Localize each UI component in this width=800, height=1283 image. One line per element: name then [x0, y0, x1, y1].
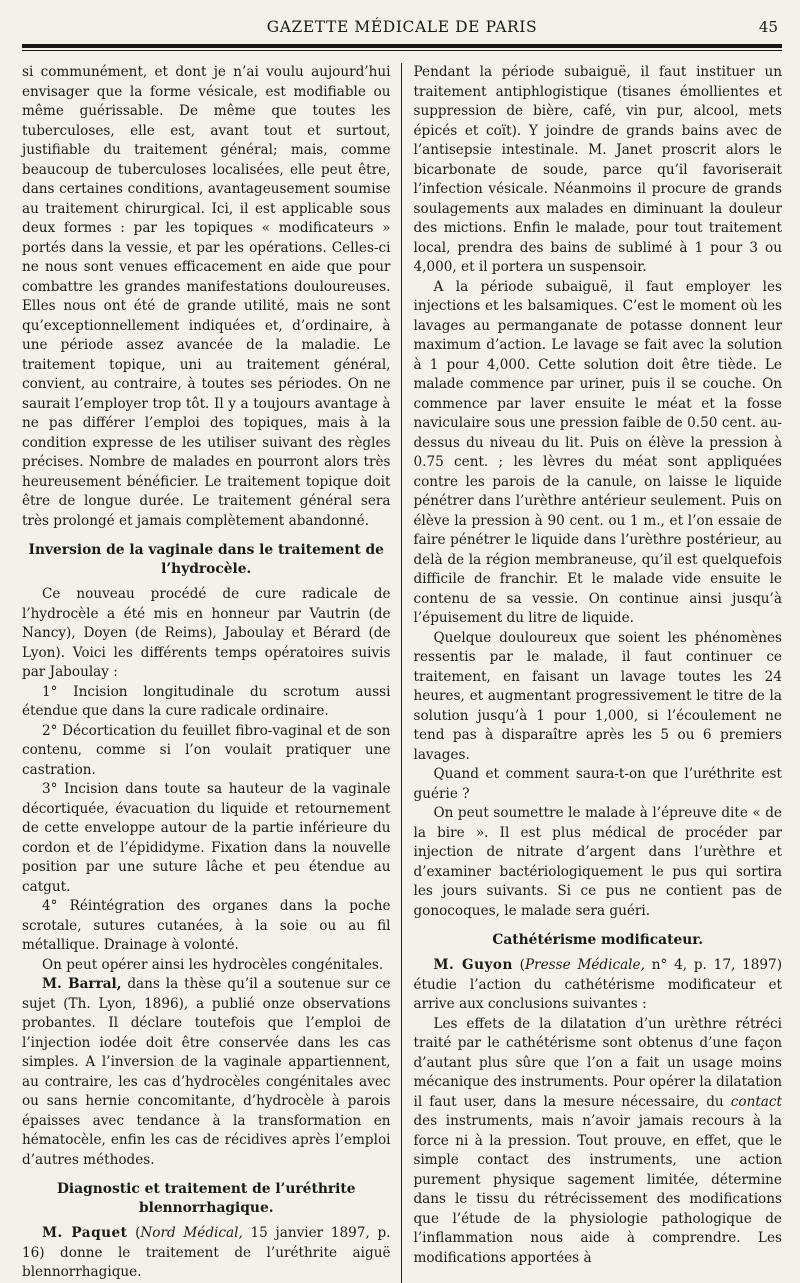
column-divider [401, 63, 402, 1283]
journal-reference: Presse Médicale, [524, 957, 645, 973]
paragraph: M. Barral, dans la thèse qu’il a soutenue sur ce sujet (Th. Lyon, 1896), a publié onze observations probantes. Il déclare toutefois que l’emploi de l’injection iodée doit être conservée dans les cas simples. A l’inversion de la vaginale appartiennent, au contraire, les cas d’hydrocèles congénitales avec ou sans hernie concomitante, d’hydrocèle à parois épaisses avec tendance à la transformation en hématocèle, enfin les cas de récidives après l’emploi d’autres méthodes. [22, 976, 391, 1168]
text-columns [22, 63, 782, 1283]
section-heading-catheterisme: Cathétérisme modificateur. [492, 932, 704, 948]
paragraph: M. Paquet (Nord Médical, 15 janvier 1897, p. 16) donne le traitement de l’uréthrite aiguë blennorrhagique. [22, 1225, 391, 1280]
author-name: M. Paquet [42, 1225, 128, 1241]
page-header [22, 14, 782, 42]
paragraph: M. Guyon (Presse Médicale, n° 4, p. 17, 1897) étudie l’action du cathétérisme modificateur et arrive aux conclusions suivantes : [413, 957, 783, 1012]
header-rule-thin [22, 50, 782, 51]
author-name: M. Guyon [433, 957, 513, 973]
left-column [22, 63, 391, 1283]
paragraph: 2° Décortication du feuillet fibro-vaginal et de son contenu, comme si l’on voulait pratiquer une castration. [22, 722, 391, 778]
paragraph: si communément, et dont je n’ai voulu aujourd’hui envisager que la forme vésicale, est modifiable ou même guérissable. De même que toutes les tuberculoses, elle est, avant tout et surtout, justifiable du traitement général; mais, comme beaucoup de tuberculoses localisées, elle peut être, dans certaines conditions, avantageusement soumise au traitement chirurgical. Ici, il est applicable sous deux formes : par les topiques « modificateurs » portés dans la vessie, et par les opérations. Celles-ci ne nous sont venues efficacement en aide que pour combattre les grandes manifestations douloureuses. Elles nous ont été de grande utilité, mais ne sont qu’exceptionnellement indiquées et, d’ordinaire, à une période assez avancée de la maladie. Le traitement topique, uni au traitement général, convient, au contraire, à toutes ses périodes. On ne saurait l’employer trop tôt. Il y a toujours avantage à ne pas différer l’emploi des topiques, mais à la condition expresse de les utiliser suivant des règles précises. Nombre de malades en pourront alors très heureusement bénéficier. Le traitement topique doit être de longue durée. Le traitement général sera très prolongé et jamais complètement abandonné. [22, 64, 391, 529]
paragraph: 4° Réintégration des organes dans la poche scrotale, sutures cutanées, à la soie ou au fil métallique. Drainage à volonté. [22, 898, 391, 953]
paragraph: Quelque douloureux que soient les phénomènes ressentis par le malade, il faut continuer ce traitement, en faisant un lavage toutes les 24 heures, et augmentant progressivement le titre de la solution jusqu’à 1 pour 1,000, si l’écoulement ne tend pas à disparaître après les 5 ou 6 premiers lavages. [413, 629, 782, 763]
paragraph: 3° Incision dans toute sa hauteur de la vaginale décortiquée, évacuation du liquide et retournement de cette enveloppe autour de la partie inférieure du cordon et de l’épididyme. Fixation dans la nouvelle position par une suture lâche et peu étendue au catgut. [22, 781, 391, 895]
author-name: M. Barral, [42, 976, 122, 992]
journal-reference: Nord Médical, [140, 1225, 243, 1241]
section-heading-hydrocele: Inversion de la vaginale dans le traitement de l’hydrocèle. [28, 542, 384, 577]
header-rule-thick [22, 44, 782, 48]
paragraph: 1° Incision longitudinale du scrotum aussi étendue que dans la cure radicale ordinaire. [22, 683, 391, 719]
journal-title: GAZETTE MÉDICALE DE PARIS [266, 18, 538, 36]
paragraph: On peut opérer ainsi les hydrocèles congénitales. [42, 956, 384, 973]
section-heading-urethrite: Diagnostic et traitement de l’uréthrite blennorrhagique. [56, 1181, 356, 1216]
page-number: 45 [758, 18, 778, 36]
paragraph: A la période subaiguë, il faut employer les injections et les balsamiques. C’est le moment où les lavages au permanganate de potasse donnent leur maximum d’action. Le lavage se fait avec la solution à 1 pour 4,000. Cette solution doit être tiède. Le malade commence par uriner, puis il se couche. On commence par laver ensuite le méat et la fosse naviculaire sous une pression faible de 0.50 cent. au-dessus du niveau du lit. Puis on élève la pression à 0.75 cent. ; les lèvres du méat sont appliquées contre les parois de la canule, on laisse le liquide pénétrer dans l’urèthre antérieur seulement. Puis on élève la pression à 90 cent. ou 1 m., et l’on essaie de faire pénétrer le liquide dans l’urèthre postérieur, au delà de la région membraneuse, qu’il est quelquefois difficile de franchir. Et le malade vide ensuite le contenu de sa vessie. On continue ainsi jusqu’à l’épuisement du litre de liquide. [413, 278, 782, 626]
right-column [413, 63, 782, 1283]
paragraph: Pendant la période subaiguë, il faut instituer un traitement antiphlogistique (tisanes émollientes et suppression de bière, café, vin pur, alcool, mets épicés et coït). Y joindre de grands bains avec de l’antisepsie intestinale. M. Janet proscrit alors le bicarbonate de soude, parce qu’il favoriserait l’infection vésicale. Néanmoins il procure de grands soulagements aux malades en diminuant la douleur des mictions. Enfin le malade, pour tout traitement local, prendra des bains de sublimé à 1 pour 3 ou 4,000, et il portera un suspensoir. [413, 64, 782, 275]
paragraph: On peut soumettre le malade à l’épreuve dite « de la bire ». Il est plus médical de procéder par injection de nitrate d’argent dans l’urèthre et d’examiner bactériologiquement le pus qui sortira les jours suivants. Si ce pus ne contient pas de gonocoques, le malade sera guéri. [413, 805, 782, 919]
paragraph: Les effets de la dilatation d’un urèthre rétréci traité par le cathétérisme sont obtenus d’une façon d’autant plus sûre que l’on a fait un usage moins mécanique des instruments. Pour opérer la dilatation il faut user, dans la mesure nécessaire, du contact des instruments, mais n’avoir jamais recours à la force ni à la pression. Tout prouve, en effet, que le simple contact des instruments, une action purement physique sagement limitée, détermine dans le tissu du rétrécissement des modifications que l’étude de la physiologie pathologique de l’inflammation nous aide à comprendre. Les modifications apportées à [413, 1015, 782, 1266]
paragraph: Ce nouveau procédé de cure radicale de l’hydrocèle a été mis en honneur par Vautrin (de Nancy), Doyen (de Reims), Jaboulay et Bérard (de Lyon). Voici les différents temps opératoires suivis par Jaboulay : [22, 586, 391, 680]
emphasis: contact [730, 1093, 782, 1110]
paragraph: Quand et comment saura-t-on que l’uréthrite est guérie ? [413, 766, 782, 802]
